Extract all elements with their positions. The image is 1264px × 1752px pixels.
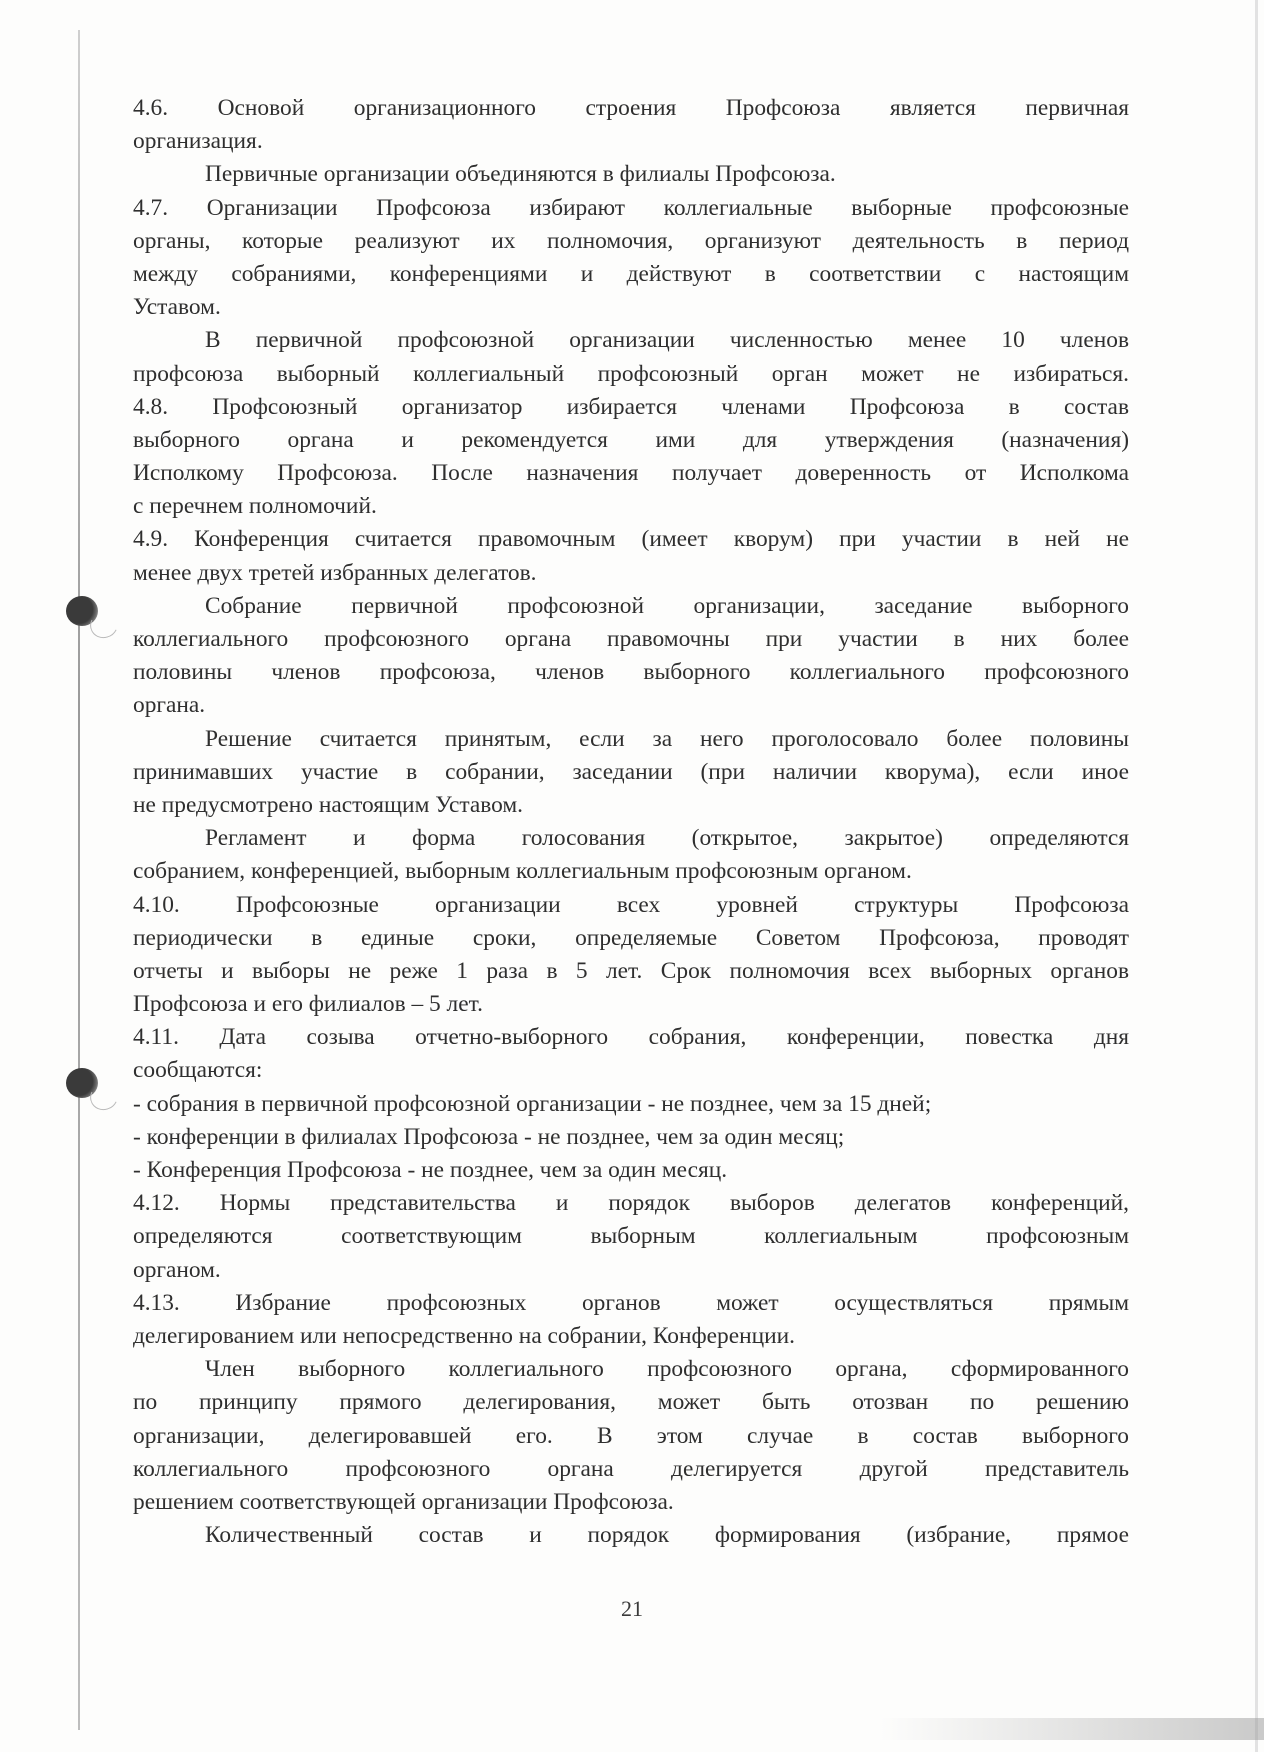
text-line: собранием, конференцией, выборным коллегиальным профсоюзным органом. <box>133 858 912 885</box>
text-line: 4.13. Избрание профсоюзных органов может осуществляться прямым <box>133 1289 1129 1316</box>
text-line: по принципу прямого делегирования, может быть отозван по решению <box>133 1389 1129 1416</box>
text-line: отчеты и выборы не реже 1 раза в 5 лет. Срок полномочия всех выборных органов <box>133 957 1129 984</box>
text-line: 4.12. Нормы представительства и порядок выборов делегатов конференций, <box>133 1190 1129 1217</box>
text-line: Решение считается принятым, если за него проголосовало более половины <box>205 725 1129 752</box>
text-line: периодически в единые сроки, определяемые Советом Профсоюза, проводят <box>133 924 1129 951</box>
text-line: менее двух третей избранных делегатов. <box>133 559 537 586</box>
text-line: принимавших участие в собрании, заседании (при наличии кворума), если иное <box>133 758 1129 785</box>
page-number: 21 <box>621 1596 643 1621</box>
text-line: 4.10. Профсоюзные организации всех уровней структуры Профсоюза <box>133 891 1129 918</box>
list-item: - Конференция Профсоюза - не позднее, чем за один месяц. <box>133 1157 728 1183</box>
text-line: половины членов профсоюза, членов выборного коллегиального профсоюзного <box>133 659 1129 686</box>
document-body <box>133 92 1129 1552</box>
text-line: Количественный состав и порядок формирования (избрание, прямое <box>205 1522 1129 1549</box>
text-line: сообщаются: <box>133 1057 263 1084</box>
text-line: Собрание первичной профсоюзной организации, заседание выборного <box>205 592 1129 619</box>
text-line: Первичные организации объединяются в филиалы Профсоюза. <box>205 161 836 188</box>
page-edge <box>1255 0 1258 1752</box>
text-line: 4.9. Конференция считается правомочным (имеет кворум) при участии в ней не <box>133 526 1129 553</box>
text-line: 4.7. Организации Профсоюза избирают коллегиальные выборные профсоюзные <box>133 194 1129 221</box>
text-line: определяются соответствующим выборным коллегиальным профсоюзным <box>133 1223 1129 1250</box>
text-line: между собраниями, конференциями и действуют в соответствии с настоящим <box>133 260 1129 287</box>
text-line: 4.6. Основой организационного строения Профсоюза является первичная <box>133 95 1129 121</box>
text-line: В первичной профсоюзной организации численностью менее 10 членов <box>205 327 1129 354</box>
list-item: - конференции в филиалах Профсоюза - не позднее, чем за один месяц; <box>133 1123 845 1150</box>
text-line: органы, которые реализуют их полномочия, организуют деятельность в период <box>133 227 1129 254</box>
text-line: Профсоюза и его филиалов – 5 лет. <box>133 991 483 1018</box>
text-line: профсоюза выборный коллегиальный профсоюзный орган может не избираться. <box>133 360 1129 387</box>
text-line: 4.11. Дата созыва отчетно-выборного собрания, конференции, повестка дня <box>133 1024 1129 1051</box>
text-line: организации, делегировавшей его. В этом случае в состав выборного <box>133 1422 1129 1449</box>
text-line: выборного органа и рекомендуется ими для утверждения (назначения) <box>133 426 1129 453</box>
text-line: организация. <box>133 128 263 155</box>
binding-edge <box>78 30 80 1730</box>
text-line: органа. <box>133 692 206 719</box>
text-line: делегированием или непосредственно на собрании, Конференции. <box>133 1322 796 1349</box>
text-line: Член выборного коллегиального профсоюзного органа, сформированного <box>205 1356 1129 1383</box>
text-line: 4.8. Профсоюзный организатор избирается членами Профсоюза в состав <box>133 393 1129 420</box>
text-line: Исполкому Профсоюза. После назначения получает доверенность от Исполкома <box>133 460 1129 487</box>
text-line: коллегиального профсоюзного органа делегируется другой представитель <box>133 1455 1129 1482</box>
text-line: с перечнем полномочий. <box>133 493 377 520</box>
text-line: Регламент и форма голосования (открытое, закрытое) определяются <box>205 825 1129 852</box>
text-line: Уставом. <box>133 294 221 321</box>
text-line: коллегиального профсоюзного органа правомочны при участии в них более <box>133 626 1129 652</box>
text-line: решением соответствующей организации Профсоюза. <box>133 1488 674 1515</box>
scan-smudge <box>880 1718 1264 1740</box>
text-line: органом. <box>133 1256 221 1283</box>
list-item: - собрания в первичной профсоюзной организации - не позднее, чем за 15 дней; <box>133 1090 932 1117</box>
text-line: не предусмотрено настоящим Уставом. <box>133 791 524 818</box>
